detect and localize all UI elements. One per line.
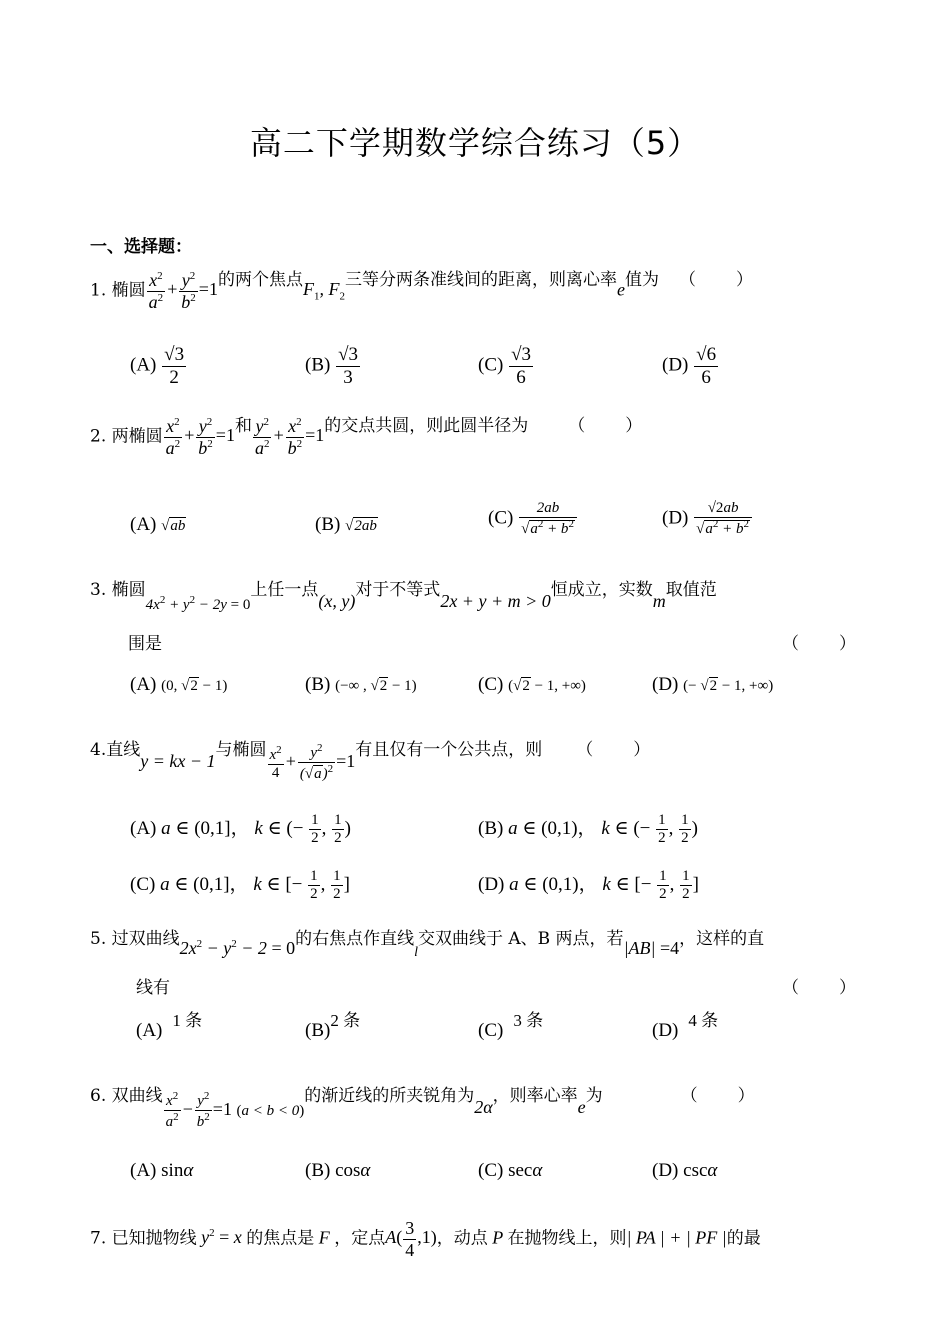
question-number: 4. [90,739,107,760]
answer-bracket: （ ） [568,416,645,437]
question-number: 1. [90,280,107,301]
question-text: 三等分两条准线间的距离，则离心率 [344,270,617,291]
question-4: 4.直线y = kx − 1与椭圆 $\frac{x^2}{4}$ + $\frac{y^2}{(√a)^2}$ =1有且仅有一个公共点，则 （ ） [90,739,653,783]
question-text: 双曲线 [111,1085,163,1106]
answer-bracket: （ ） [576,739,653,760]
question-text: 对于不等式 [355,580,441,600]
question-2: 2. 两椭圆 $\frac{x^2}{a^2}$ + $\frac{y^2}{b^2}$ =1和 $\frac{y^2}{a^2}$ + $\frac{x^2}{b^2}$ =1的交点共圆，则此圆半径为 （ ） [90,416,645,458]
question-7: 7. 已知抛物线 $y^2 = x$ 的焦点是 F ，定点A( $\frac{3}{4}$ ,1)，动点 P 在抛物线上，则| PA | + | PF |的最 [90,1218,761,1260]
foci-label: $F_1$, $F_2$ [302,279,345,303]
answer-bracket: （ ） [680,1085,757,1106]
question-text: 直线 [106,739,141,760]
question-6: 6. 双曲线 $\frac{x^2}{a^2}$ − $\frac{y^2}{b^2}$ =1 (a < b < 0)的渐近线的所夹锐角为2α，则率心率e为 （ ） [90,1085,757,1131]
option-a: (A) √ab [130,514,186,535]
option-c: (C) $\frac{√3}{6}$ [478,344,532,388]
question-1: 1. 椭圆 $\frac{x^2}{a^2}$ + $\frac{y^2}{b^2}$ =1的两个焦点$F_1$, $F_2$三等分两条准线间的距离，则离心率e值为 （ ） [90,270,755,312]
question-text: ，定点 [334,1228,386,1249]
option-b: (B) √2ab [315,514,377,535]
option-d: (D) (− √2 − 1, +∞) [652,674,774,695]
question-text: 两椭圆 [111,426,163,447]
option-b: (B) (−∞ , √2 − 1) [305,674,417,695]
option-a: (A) 1 条 [136,1011,203,1041]
question-3: 3. 椭圆$4x^2 + y^2 - 2y = 0$上任一点(x, y)对于不等式2x + y + m > 0恒成立，实数m取值范 [90,580,717,613]
question-number: 7. [90,1228,107,1249]
question-5-line2 [136,976,858,1000]
question-text: ，动点 [436,1228,488,1249]
option-c: (C) 3 条 [478,1011,544,1041]
question-text: 交双曲线于 A、B 两点，若 [417,929,624,949]
option-d: (D) a ∈ (0,1)， k ∈ [− $\frac{1}{2}$ , $\frac{1}{2}$ ] [478,868,699,903]
question-text: 与椭圆 [215,739,267,760]
question-number: 6. [90,1085,107,1106]
question-text: 取值范 [665,580,717,600]
question-text: 已知抛物线 [111,1228,197,1249]
question-text: 的最 [726,1228,761,1249]
question-text: 值为 [624,270,659,291]
question-number: 2. [90,426,107,447]
section-heading: 一、选择题： [90,237,192,257]
answer-bracket: （ ） [782,634,858,654]
option-c: (C) $\frac{2ab}{√a^2 + b^2}$ [488,500,578,539]
question-text: ，则率心率 [492,1085,578,1106]
question-number: 3. [90,580,107,600]
page-title: 高二下学期数学综合练习（5） [249,124,701,162]
option-c: (C) a ∈ (0,1]， k ∈ [− $\frac{1}{2}$ , $\frac{1}{2}$ ] [130,868,350,903]
question-text: 有且仅有一个公共点，则 [355,739,543,760]
option-a: (A) (0, √2 − 1) [130,674,228,695]
question-text: 的交点共圆，则此圆半径为 [324,416,529,437]
option-b: (B)2 条 [305,1011,361,1041]
question-text: 过双曲线 [111,929,180,949]
question-text: 围是 [128,634,162,654]
option-b: (B) a ∈ (0,1)， k ∈ (− $\frac{1}{2}$ , $\frac{1}{2}$ ) [478,812,698,847]
option-b: (B) cosα [305,1160,371,1181]
option-c: (C) (√2 − 1, +∞) [478,674,586,695]
option-d: (D) 4 条 [652,1011,719,1041]
question-text: 线有 [136,978,170,998]
question-text: 上任一点 [250,580,319,600]
question-text: 的两个焦点 [217,270,303,291]
option-a: (A) a ∈ (0,1]， k ∈ (− $\frac{1}{2}$ , $\frac{1}{2}$ ) [130,812,351,847]
question-text: 在抛物线上，则 [507,1228,627,1249]
question-text: 为 [585,1085,603,1106]
question-text: ，这样的直 [679,929,765,949]
option-a: (A) $\frac{√3}{2}$ [130,344,185,388]
option-d: (D) $\frac{√6}{6}$ [662,344,717,388]
question-text: 椭圆 [111,280,146,301]
question-text: 恒成立，实数 [550,580,653,600]
answer-bracket: （ ） [782,978,858,998]
option-d: (D) cscα [652,1160,718,1181]
question-5: 5. 过双曲线$2x^2 - y^2 - 2 = 0$的右焦点作直线$_l$交双曲线于 A、B 两点，若|AB| =4，这样的直 [90,929,765,960]
question-text: 的渐近线的所夹锐角为 [304,1085,475,1106]
question-text: 椭圆 [111,580,146,600]
question-3-line2 [128,632,858,656]
answer-bracket: （ ） [678,270,755,291]
ellipse-equation: $\frac{x^2}{a^2}$ + $\frac{y^2}{b^2}$ =1 [148,270,218,312]
question-number: 5. [90,929,107,949]
question-text: 的焦点是 [246,1228,315,1249]
option-c: (C) secα [478,1160,543,1181]
option-d: (D) $\frac{√2ab}{√a^2 + b^2}$ [662,500,753,539]
option-a: (A) sinα [130,1160,194,1181]
question-text: 的右焦点作直线 [295,929,415,949]
question-text: 和 [234,416,252,437]
option-b: (B) $\frac{√3}{3}$ [305,344,359,388]
